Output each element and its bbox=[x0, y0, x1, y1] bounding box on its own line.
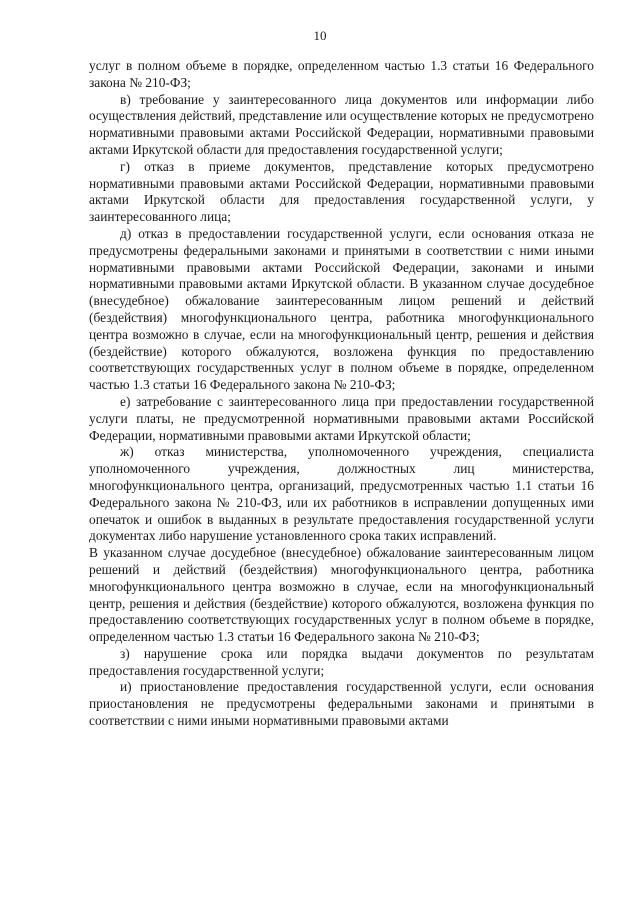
page-number: 10 bbox=[313, 28, 327, 43]
paragraph-continuation: услуг в полном объеме в порядке, определенном частью 1.3 статьи 16 Федерального закона № 210-ФЗ; bbox=[89, 58, 594, 90]
paragraph-item-z: з) нарушение срока или порядка выдачи документов по результатам предоставления государственной услуги; bbox=[89, 645, 594, 678]
paragraph-item-d: д) отказ в предоставлении государственной услуги, если основания отказа не предусмотрены федеральными законами и принятыми в соответствии с ними иными нормативными правовыми актами Российской Федерации, законами и иными нормативными правовыми актами Иркутской области. В указанном случае досудебное (внесудебное) обжалование заинтересованным лицом решений и действий (бездействия) многофункционального центра, работника многофункционального центра возможно в случае, если на многофункциональный центр, решения и действия (бездействие) которого обжалуются, возложена функция по предоставлению соответствующих государственных услуг в полном объеме в порядке, определенном частью 1.3 статьи 16 Федерального закона № 210-ФЗ; bbox=[89, 225, 594, 393]
paragraph-item-i: и) приостановление предоставления государственной услуги, если основания приостановления не предусмотрены федеральными законами и принятыми в соответствии с ними иными нормативными правовыми актами bbox=[89, 679, 594, 729]
paragraph-note: В указанном случае досудебное (внесудебное) обжалование заинтересованным лицом решений и действий (бездействия) многофункционального центра, работника многофункционального центра возможно в случае, если на многофункциональный центр, решения и действия (бездействие) которого обжалуются, возложена функция по предоставлению соответствующих государственных услуг в полном объеме в порядке, определенном частью 1.3 статьи 16 Федерального закона № 210-ФЗ; bbox=[89, 545, 594, 645]
paragraph-item-g: г) отказ в приеме документов, представление которых предусмотрено нормативными правовыми актами Российской Федерации, нормативными правовыми актами Иркутской области для предоставления государственной услуги, у заинтересованного лица; bbox=[89, 158, 594, 225]
paragraph-item-v: в) требование у заинтересованного лица документов или информации либо осуществления действий, представление или осуществление которых не предусмотрено нормативными правовыми актами Российской Федерации, нормативными правовыми актами Иркутской области для предоставления государственной услуги; bbox=[89, 91, 594, 157]
paragraph-item-zh: ж) отказ министерства, уполномоченного учреждения, специалиста уполномоченного учреждения, должностных лиц министерства, многофункционального центра, организаций, предусмотренных частью 1.1 статьи 16 Федерального закона № 210-ФЗ, или их работников в исправлении допущенных ими опечаток и ошибок в выданных в результате предоставления государственной услуги документах либо нарушение установленного срока таких исправлений. bbox=[89, 444, 594, 544]
paragraph-item-e: е) затребование с заинтересованного лица при предоставлении государственной услуги платы, не предусмотренной нормативными правовыми актами Российской Федерации, нормативными правовыми актами Иркутской области; bbox=[89, 393, 594, 443]
document-body bbox=[89, 58, 594, 730]
